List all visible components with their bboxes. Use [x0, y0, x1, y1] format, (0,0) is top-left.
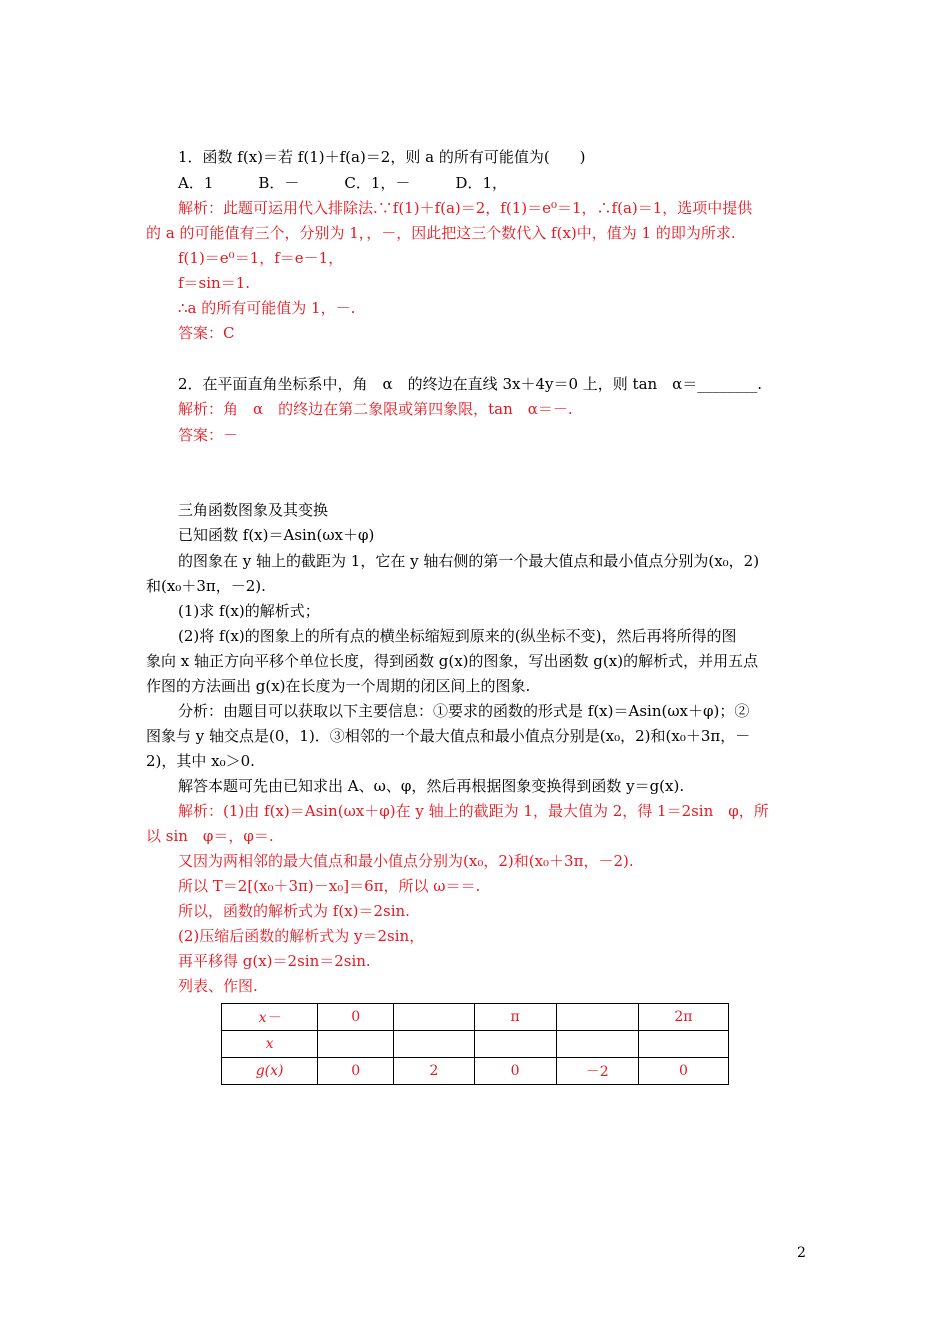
- table-cell: 0: [474, 1058, 556, 1085]
- q3-solution-line2: 以 sin φ＝，φ＝.: [146, 827, 274, 845]
- q3-analysis-intro2: 图象与 y 轴交点是(0，1)．③相邻的一个最大值点和最小值点分别是(x₀，2)和(x₀＋3π，－: [146, 727, 751, 745]
- table-cell: [638, 1031, 728, 1058]
- table-cell: 0: [318, 1004, 394, 1031]
- table-cell: x: [222, 1031, 318, 1058]
- q2-answer: 答案：－: [178, 426, 239, 444]
- q3-part2-line1: (2)将 f(x)的图象上的所有点的横坐标缩短到原来的(纵坐标不变)，然后再将所得的图: [178, 627, 737, 645]
- table-row: [222, 1058, 729, 1085]
- q3-p2: 和(x₀＋3π，－2).: [146, 577, 266, 595]
- q1-options: A．1 B．－ C．1，－ D．1，: [178, 174, 507, 192]
- table-cell: [556, 1031, 638, 1058]
- table-cell: [556, 1004, 638, 1031]
- table-cell: [474, 1031, 556, 1058]
- table-cell: x－: [222, 1004, 318, 1031]
- table-cell: [394, 1031, 474, 1058]
- q3-given: 已知函数 f(x)＝Asin(ωx＋φ): [178, 526, 375, 544]
- table-cell: －2: [556, 1058, 638, 1085]
- q3-analysis-intro1: 分析：由题目可以获取以下主要信息：①要求的函数的形式是 f(x)＝Asin(ωx＋φ)；②: [178, 702, 750, 720]
- table-row: [222, 1004, 729, 1031]
- q1-answer: 答案：C: [178, 324, 235, 342]
- q2-analysis: 解析：角 α 的终边在第二象限或第四象限，tan α＝－.: [178, 400, 573, 418]
- q3-solution-line3: 又因为两相邻的最大值点和最小值点分别为(x₀，2)和(x₀＋3π，－2).: [178, 852, 634, 870]
- q3-solution-line5: 所以，函数的解析式为 f(x)＝2sin.: [178, 902, 410, 920]
- value-table: [221, 1003, 729, 1085]
- q1-analysis-line4: f＝sin＝1.: [178, 274, 251, 292]
- q3-part1: (1)求 f(x)的解析式；: [178, 602, 320, 620]
- table-cell: 2: [394, 1058, 474, 1085]
- q3-p1: 的图象在 y 轴上的截距为 1，它在 y 轴右侧的第一个最大值点和最小值点分别为(x₀，2): [178, 552, 760, 570]
- q3-plan: 解答本题可先由已知求出 A、ω、φ，然后再根据图象变换得到函数 y＝g(x).: [178, 777, 685, 795]
- q3-solution-line1: 解析：(1)由 f(x)＝Asin(ωx＋φ)在 y 轴上的截距为 1，最大值为 2，得 1＝2sin φ，所: [178, 802, 769, 820]
- section-title: 三角函数图象及其变换: [178, 501, 329, 519]
- table-cell: g(x): [222, 1058, 318, 1085]
- q3-solution-line4: 所以 T＝2[(x₀＋3π)－x₀]＝6π，所以 ω＝＝.: [178, 877, 481, 895]
- q1-analysis-line1: 解析：此题可运用代入排除法.∵f(1)＋f(a)＝2，f(1)＝e⁰＝1，∴f(a)＝1，选项中提供: [178, 199, 753, 217]
- page-number: 2: [797, 1245, 806, 1261]
- table-cell: 0: [318, 1058, 394, 1085]
- q1-question: 1．函数 f(x)＝若 f(1)＋f(a)＝2，则 a 的所有可能值为( ): [178, 148, 586, 166]
- q1-analysis-line3: f(1)＝e⁰＝1，f＝e－1，: [178, 249, 344, 267]
- q3-part2-line2: 象向 x 轴正方向平移个单位长度，得到函数 g(x)的图象，写出函数 g(x)的解析式，并用五点: [146, 652, 759, 670]
- q3-solution-line6: (2)压缩后函数的解析式为 y＝2sin，: [178, 927, 425, 945]
- q2-question: 2．在平面直角坐标系中，角 α 的终边在直线 3x＋4y＝0 上，则 tan α＝________.: [178, 375, 763, 393]
- table-cell: [394, 1004, 474, 1031]
- q1-analysis-line2: 的 a 的可能值有三个，分别为 1，，－，因此把这三个数代入 f(x)中，值为 1 的即为所求.: [146, 224, 736, 242]
- table-cell: π: [474, 1004, 556, 1031]
- table-cell: [318, 1031, 394, 1058]
- table-cell: 2π: [638, 1004, 728, 1031]
- q3-solution-line8: 列表、作图.: [178, 977, 258, 995]
- table-row: [222, 1031, 729, 1058]
- q3-analysis-intro3: 2)，其中 x₀＞0.: [146, 752, 255, 770]
- q3-solution-line7: 再平移得 g(x)＝2sin＝2sin.: [178, 952, 371, 970]
- q3-part2-line3: 作图的方法画出 g(x)在长度为一个周期的闭区间上的图象.: [146, 677, 531, 695]
- q1-analysis-line5: ∴a 的所有可能值为 1，－.: [178, 299, 356, 317]
- table-cell: 0: [638, 1058, 728, 1085]
